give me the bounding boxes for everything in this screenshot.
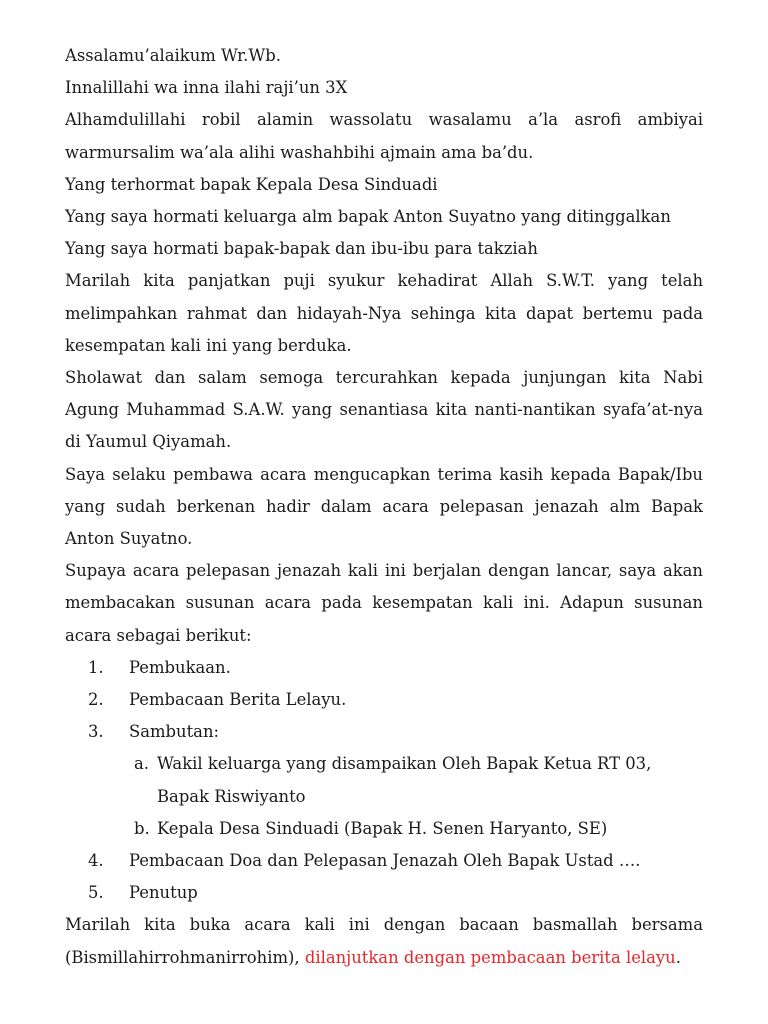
- agenda-item: [65, 716, 703, 845]
- closing-highlight: dilanjutkan dengan pembacaan berita lelayu: [304, 947, 676, 967]
- address-family-paragraph: Yang saya hormati keluarga alm bapak Anton Suyatno yang ditinggalkan: [65, 207, 671, 227]
- greeting-paragraph: Assalamu’alaikum Wr.Wb.: [65, 46, 281, 65]
- agenda-item: [65, 652, 703, 684]
- closing-text: Marilah kita buka acara kali ini dengan bacaan basmallah bersama (Bismillahirrohmanirrohim),: [65, 915, 703, 967]
- sambutan-sublist: [129, 748, 703, 845]
- document-page: [65, 40, 703, 974]
- sambutan-item-letter: a.: [134, 754, 149, 774]
- agenda-item-text: Penutup: [129, 883, 198, 903]
- agenda-item-number: 5.: [88, 883, 104, 903]
- alhamdulillah-paragraph: Alhamdulillahi robil alamin wassolatu wasalamu a’la asrofi ambiyai warmursalim wa’ala alihi washahbihi ajmain ama ba’du.: [65, 110, 703, 162]
- agenda-intro-paragraph: Supaya acara pelepasan jenazah kali ini berjalan dengan lancar, saya akan membacakan susunan acara pada kesempatan kali ini. Adapun susunan acara sebagai berikut:: [65, 561, 703, 645]
- agenda-item-number: 3.: [88, 722, 104, 742]
- agenda-item-number: 4.: [88, 851, 104, 871]
- address-kades-paragraph: Yang terhormat bapak Kepala Desa Sinduadi: [65, 174, 438, 194]
- sambutan-item-text: Wakil keluarga yang disampaikan Oleh Bapak Ketua RT 03, Bapak Riswiyanto: [157, 754, 652, 806]
- agenda-item-text: Pembacaan Berita Lelayu.: [129, 690, 347, 710]
- innalillahi-paragraph: Innalillahi wa inna ilahi raji’un 3X: [65, 78, 348, 98]
- closing-end: .: [675, 947, 681, 967]
- agenda-item: [65, 877, 703, 909]
- sambutan-item: [65, 813, 703, 845]
- agenda-list: [65, 652, 703, 910]
- agenda-item-text: Sambutan:: [129, 722, 220, 742]
- thanks-paragraph: Saya selaku pembawa acara mengucapkan terima kasih kepada Bapak/Ibu yang sudah berkenan hadir dalam acara pelepasan jenazah alm Bapak Anton Suyatno.: [65, 464, 703, 549]
- gratitude-paragraph: Marilah kita panjatkan puji syukur kehadirat Allah S.W.T. yang telah melimpahkan rahmat dan hidayah-Nya sehinga kita dapat bertemu pada kesempatan kali ini yang berduka.: [65, 271, 703, 355]
- sambutan-item-letter: b.: [134, 818, 150, 838]
- closing-paragraph: [65, 909, 703, 973]
- agenda-item-text: Pembukaan.: [129, 657, 231, 677]
- sambutan-item-text: Kepala Desa Sinduadi (Bapak H. Senen Haryanto, SE): [157, 818, 608, 838]
- agenda-item-text: Pembacaan Doa dan Pelepasan Jenazah Oleh Bapak Ustad ….: [129, 851, 641, 871]
- sholawat-paragraph: Sholawat dan salam semoga tercurahkan kepada junjungan kita Nabi Agung Muhammad S.A.W. yang senantiasa kita nanti-nantikan syafa’at-nya di Yaumul Qiyamah.: [65, 368, 703, 452]
- sambutan-item: [65, 748, 703, 812]
- agenda-item-number: 1.: [88, 657, 104, 677]
- agenda-item: [65, 845, 703, 877]
- agenda-item-number: 2.: [88, 690, 104, 710]
- address-guests-paragraph: Yang saya hormati bapak-bapak dan ibu-ibu para takziah: [65, 239, 538, 259]
- agenda-item: [65, 684, 703, 716]
